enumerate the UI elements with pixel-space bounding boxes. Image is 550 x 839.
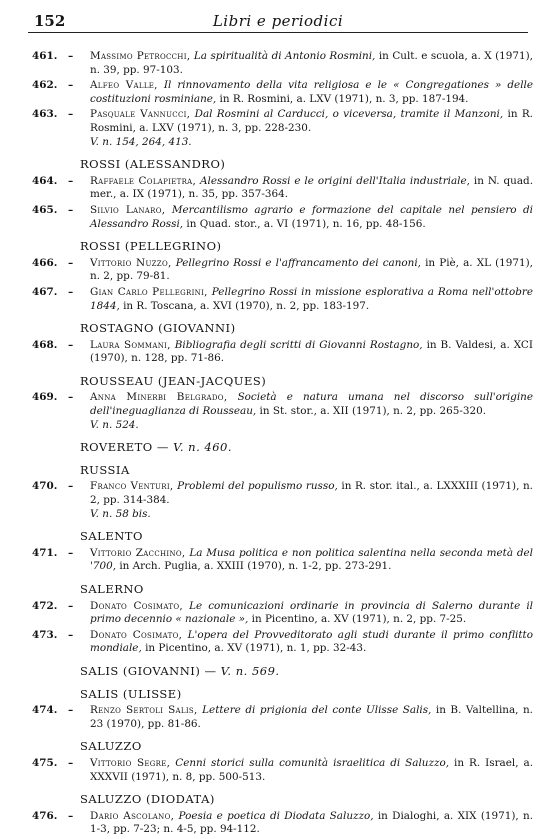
entry-number: 465. [32,203,58,216]
section-heading [28,240,533,254]
entry-title: Le comunicazioni ordinarie in provincia di Salerno durante il primo decennio « nazionale », [90,599,533,626]
entry-number: 466. [32,256,58,269]
entry-citation: in R. Rosmini, a. LXV (1971), n. 3, pp. 187-194. [219,92,469,105]
entry-dash: – [68,546,74,559]
entry-title: Pellegrino Rossi in missione esplorativa a Roma nell'ottobre 1844, [90,285,533,312]
section-heading [28,530,533,544]
entry-title: Società e natura umana nel discorso sull'origine dell'ineguaglianza di Rousseau, [90,391,533,418]
bibliography-entry [28,480,533,521]
section-heading [28,583,533,597]
entry-title: Mercantilismo agrario e formazione del capitale nel pensiero di Alessandro Rossi, [90,203,533,230]
section-heading-text: SALUZZO [80,739,142,754]
entry-dash: – [68,628,74,641]
section-heading-text: ROSSI (ALESSANDRO) [80,157,226,172]
entry-title: Pellegrino Rossi e l'affrancamento dei canoni, [175,256,421,269]
entry-title: Alessandro Rossi e le origini dell'Italia industriale, [200,174,470,187]
entry-text [90,547,533,574]
entry-text [90,50,533,77]
entry-see-also: V. n. 154, 264, 413. [90,135,192,148]
entry-dash: – [68,338,74,351]
entry-author: Raffaele Colapietra, [90,174,197,187]
section-heading-text: SALIS (GIOVANNI) — [80,663,217,678]
entry-number: 475. [32,756,58,769]
section-heading [28,793,533,807]
entry-title: La spiritualità di Antonio Rosmini, [193,50,376,62]
entry-title: Lettere di prigionia del conte Ulisse Salis, [202,704,432,717]
bibliography-entry [28,339,533,366]
entry-text [90,108,533,149]
entry-text [90,629,533,656]
entry-author: Pasquale Vannucci, [90,108,191,121]
entry-text [90,391,533,432]
bibliography-entry [28,257,533,284]
section-heading-text: SALERNO [80,582,144,596]
entry-text [90,286,533,313]
section-cross-reference: V. n. 569. [220,663,280,678]
entry-text [90,480,533,521]
bibliography-entry [28,175,533,202]
entry-dash: – [68,756,74,769]
section-heading-text: RUSSIA [80,462,130,477]
entry-number: 461. [32,50,58,62]
section-heading [28,740,533,754]
section-cross-reference: V. n. 460. [173,440,232,455]
entry-number: 470. [32,480,58,493]
entry-citation: in St. stor., a. XII (1971), n. 2, pp. 265-320. [259,405,487,418]
bibliography-entry [28,547,533,574]
entry-citation: in B. Valdesi, a. XCI (1970), n. 128, pp. 71-86. [90,338,533,365]
bibliography-entry [28,286,533,313]
entry-author: Vittorio Segre, [90,756,171,769]
section-heading [28,441,533,455]
bibliography-entry [28,108,533,149]
entry-dash: – [68,704,74,717]
bibliography-list [28,50,533,839]
section-heading-text: ROSTAGNO (GIOVANNI) [80,321,236,336]
entry-dash: – [68,809,74,822]
entry-title: La Musa politica e non politica salentina nella seconda metà del '700, [90,546,533,573]
entry-author: Vittorio Nuzzo, [90,256,172,269]
entry-author: Silvio Lanaro, [90,203,166,216]
section-heading [28,665,533,679]
entry-text [90,704,533,731]
section-heading-text: ROVERETO — [80,440,169,455]
entry-text [90,175,533,202]
entry-see-also: V. n. 524. [90,418,139,431]
entry-number: 462. [32,79,58,92]
entry-text [90,810,533,837]
entry-author: Donato Cosimato, [90,599,183,612]
entry-number: 467. [32,285,58,298]
entry-title: Cenni storici sulla comunità israelitica di Saluzzo, [175,756,450,769]
entry-author: Gian Carlo Pellegrini, [90,285,208,298]
entry-number: 464. [32,174,58,187]
section-heading [28,375,533,389]
entry-text [90,257,533,284]
entry-dash: – [68,174,74,187]
entry-citation: in N. quad. mer., a. IX (1971), n. 35, pp. 357-364. [90,174,533,201]
entry-title: Poesia e poetica di Diodata Saluzzo, [178,809,374,822]
entry-dash: – [68,203,74,216]
entry-author: Donato Cosimato, [90,628,183,641]
entry-number: 472. [32,599,58,612]
entry-citation: in Picentino, a. XV (1971), n. 2, pp. 7-25. [251,613,467,626]
entry-title: Problemi del populismo russo, [177,480,338,493]
bibliography-entry [28,757,533,784]
entry-see-also: V. n. 58 bis. [90,507,151,520]
entry-title: Bibliografia degli scritti di Giovanni Rostagno, [174,338,423,351]
entry-title: Il rinnovamento della vita religiosa e le « Congregationes » delle costituzioni rosminiane, [90,79,533,105]
entry-dash: – [68,285,74,298]
entry-dash: – [68,391,74,404]
entry-citation: in Arch. Puglia, a. XXIII (1970), n. 1-2, pp. 273-291. [119,560,392,573]
entry-author: Laura Sommani, [90,338,171,351]
entry-number: 468. [32,338,58,351]
entry-text [90,600,533,627]
bibliography-entry [28,79,533,106]
page-header [28,10,528,33]
entry-title: L'opera del Provveditorato agli studi durante il primo conflitto mondiale, [90,628,533,655]
section-heading-text: ROUSSEAU (JEAN-JACQUES) [80,373,267,388]
entry-title: Dal Rosmini al Carducci, o viceversa, tramite il Manzoni, [194,108,504,121]
section-heading [28,158,533,172]
section-heading [28,688,533,702]
entry-dash: – [68,50,74,62]
entry-dash: – [68,256,74,269]
page-number: 152 [34,12,66,30]
entry-number: 473. [32,628,58,641]
entry-text [90,757,533,784]
section-heading [28,464,533,478]
entry-number: 469. [32,391,58,404]
bibliography-entry [28,704,533,731]
entry-citation: in Picentino, a. XV (1971), n. 1, pp. 32-43. [145,642,367,655]
section-heading-text: SALENTO [80,529,143,544]
section-heading-text: SALIS (ULISSE) [80,686,182,701]
running-title: Libri e periodici [212,12,344,30]
section-heading-text: ROSSI (PELLEGRINO) [80,239,222,254]
entry-author: Massimo Petrocchi, [90,50,191,62]
entry-citation: in Dialoghi, a. XIX (1971), n. 1-3, pp. 7-23; n. 4-5, pp. 94-112. [90,809,533,836]
entry-dash: – [68,108,74,121]
entry-author: Alfeo Valle, [90,79,158,92]
bibliography-entry [28,629,533,656]
entry-text [90,204,533,231]
entry-author: Anna Minerbi Belgrado, [90,391,228,404]
bibliography-entry [28,391,533,432]
bibliography-entry [28,204,533,231]
entry-author: Dario Ascolano, [90,809,175,822]
entry-citation: in B. Valtellina, n. 23 (1970), pp. 81-86. [90,704,533,730]
section-heading-text: SALUZZO (DIODATA) [80,792,215,807]
entry-text [90,79,533,106]
entry-citation: in R. Rosmini, a. LXV (1971), n. 3, pp. 228-230. [90,108,533,134]
entry-citation: in R. stor. ital., a. LXXXIII (1971), n. 2, pp. 314-384. [90,480,533,507]
entry-dash: – [68,79,74,92]
entry-number: 476. [32,809,58,822]
entry-citation: in Cult. e scuola, a. X (1971), n. 39, pp. 97-103. [90,50,533,76]
entry-number: 463. [32,108,58,121]
bibliography-entry [28,600,533,627]
section-heading [28,322,533,336]
entry-citation: in R. Israel, a. XXXVII (1971), n. 8, pp. 500-513. [90,756,533,783]
entry-author: Franco Venturi, [90,480,174,493]
entry-dash: – [68,480,74,493]
entry-number: 474. [32,704,58,717]
entry-dash: – [68,599,74,612]
entry-citation: in Piè, a. XL (1971), n. 2, pp. 79-81. [90,256,533,283]
bibliography-entry [28,50,533,77]
entry-text [90,339,533,366]
entry-citation: in Quad. stor., a. VI (1971), n. 16, pp. 48-156. [186,217,426,230]
entry-number: 471. [32,546,58,559]
entry-author: Renzo Sertoli Salis, [90,704,198,717]
entry-author: Vittorio Zacchino, [90,546,186,559]
bibliography-entry [28,810,533,837]
entry-citation: in R. Toscana, a. XVI (1970), n. 2, pp. 183-197. [123,299,370,312]
